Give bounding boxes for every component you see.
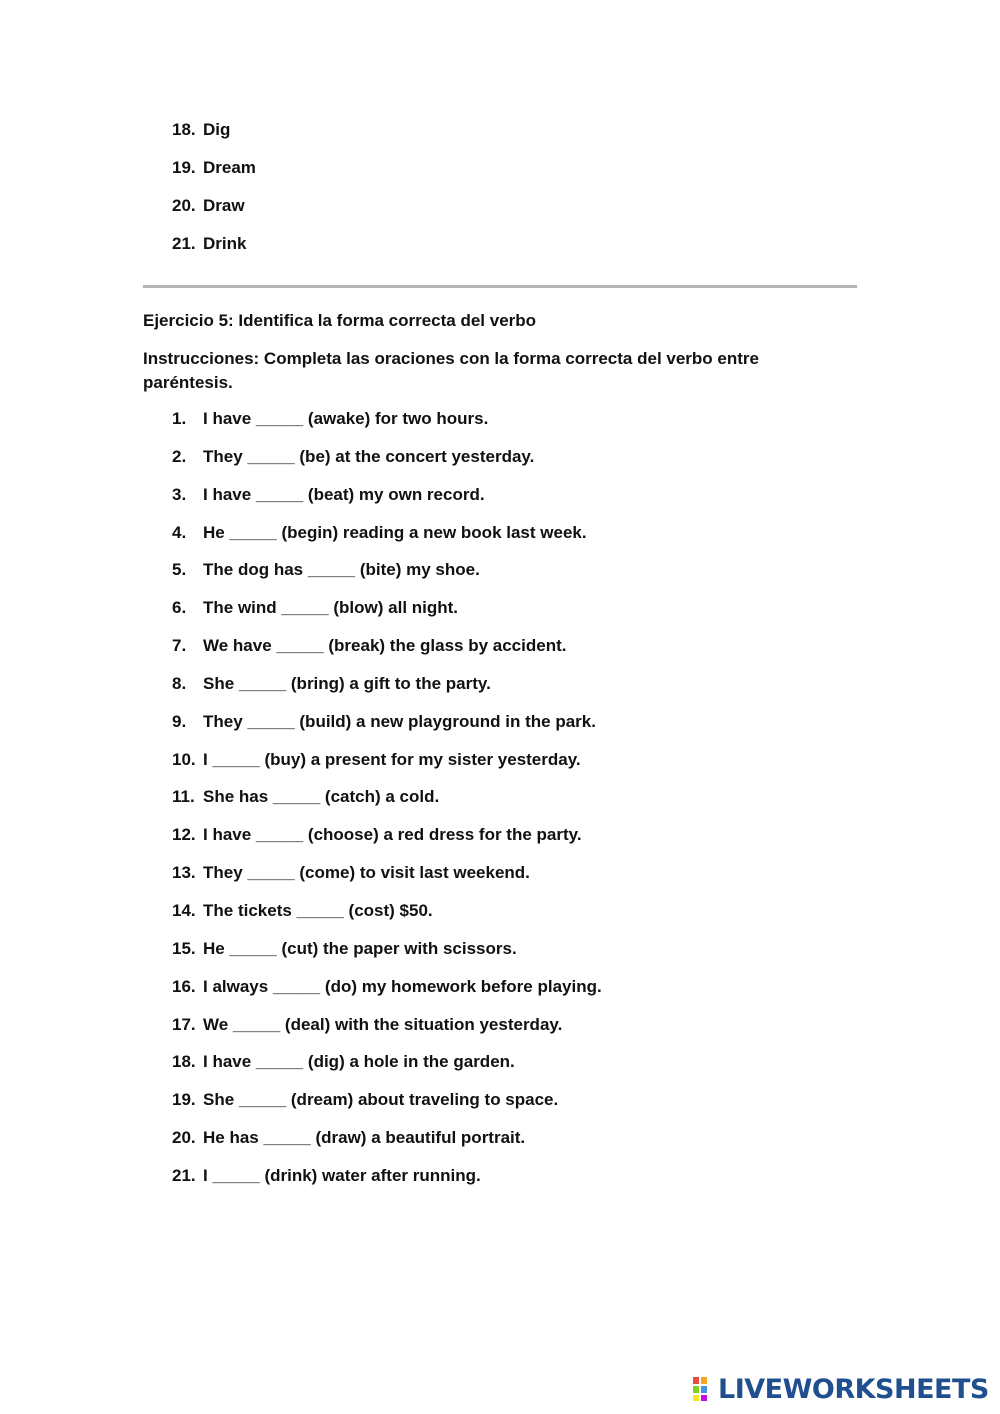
list-item xyxy=(172,636,602,674)
item-number: 9. xyxy=(172,711,187,731)
item-number: 13. xyxy=(172,863,196,883)
item-text: Dig xyxy=(203,120,231,139)
item-text: The dog has _____ (bite) my shoe. xyxy=(203,560,480,580)
list-item xyxy=(172,523,602,561)
item-number: 17. xyxy=(172,1014,196,1034)
item-text: He _____ (cut) the paper with scissors. xyxy=(203,938,517,958)
item-number: 16. xyxy=(172,976,196,996)
item-text: The wind _____ (blow) all night. xyxy=(203,598,459,618)
liveworksheets-logo xyxy=(692,1372,989,1406)
list-item xyxy=(172,750,602,788)
item-number: 19. xyxy=(172,157,196,177)
list-item xyxy=(172,977,602,1015)
list-item xyxy=(172,158,256,196)
exercise-items-list xyxy=(172,409,602,1204)
item-text: He has _____ (draw) a beautiful portrait. xyxy=(203,1128,526,1148)
item-text: Dream xyxy=(203,157,256,177)
list-item xyxy=(172,939,602,977)
list-item xyxy=(172,598,602,636)
list-item xyxy=(172,1015,602,1053)
list-item xyxy=(172,1052,602,1090)
list-item xyxy=(172,560,602,598)
list-item xyxy=(172,1090,602,1128)
item-number: 21. xyxy=(172,233,196,253)
list-item xyxy=(172,447,602,485)
item-text: We _____ (deal) with the situation yesterday. xyxy=(203,1014,563,1034)
list-item xyxy=(172,234,256,272)
item-text: Drink xyxy=(203,233,247,253)
list-item xyxy=(172,712,602,750)
list-item xyxy=(172,409,602,447)
item-number: 12. xyxy=(172,825,196,845)
liveworksheets-logo-icon xyxy=(692,1376,716,1402)
list-item xyxy=(172,825,602,863)
item-text: They _____ (build) a new playground in the park. xyxy=(203,711,596,731)
item-text: She _____ (bring) a gift to the party. xyxy=(203,673,491,693)
exercise-instructions: Instrucciones: Completa las oraciones con la forma correcta del verbo entre paréntesis. xyxy=(143,349,759,392)
section-divider xyxy=(143,285,857,288)
item-text: I always _____ (do) my homework before playing. xyxy=(203,976,602,996)
item-number: 10. xyxy=(172,749,196,769)
item-number: 21. xyxy=(172,1165,196,1185)
list-item xyxy=(172,901,602,939)
list-item xyxy=(172,863,602,901)
item-number: 7. xyxy=(172,636,187,656)
item-text: They _____ (be) at the concert yesterday. xyxy=(203,446,535,466)
item-number: 18. xyxy=(172,1052,196,1072)
item-text: She has _____ (catch) a cold. xyxy=(203,787,440,807)
list-item xyxy=(172,120,256,158)
item-text: We have _____ (break) the glass by accident. xyxy=(203,636,567,656)
item-number: 19. xyxy=(172,1090,196,1110)
list-item xyxy=(172,674,602,712)
item-text: I have _____ (beat) my own record. xyxy=(203,484,485,504)
item-text: The tickets _____ (cost) $50. xyxy=(203,900,433,920)
item-text: I have _____ (dig) a hole in the garden. xyxy=(203,1052,515,1072)
exercise-title: Ejercicio 5: Identifica la forma correcta del verbo xyxy=(143,311,537,330)
item-number: 1. xyxy=(172,409,187,428)
item-number: 11. xyxy=(172,787,195,807)
item-number: 14. xyxy=(172,900,196,920)
item-number: 4. xyxy=(172,522,187,542)
item-text: I _____ (drink) water after running. xyxy=(203,1165,481,1185)
item-text: I have _____ (choose) a red dress for the party. xyxy=(203,825,582,845)
item-number: 18. xyxy=(172,120,196,139)
logo-text: LIVEWORKSHEETS xyxy=(718,1373,989,1405)
list-item xyxy=(172,1166,602,1204)
item-text: They _____ (come) to visit last weekend. xyxy=(203,863,530,883)
item-text: Draw xyxy=(203,195,245,215)
item-text: He _____ (begin) reading a new book last week. xyxy=(203,522,587,542)
item-text: She _____ (dream) about traveling to space. xyxy=(203,1090,559,1110)
list-item xyxy=(172,485,602,523)
item-number: 3. xyxy=(172,484,187,504)
list-item xyxy=(172,196,256,234)
item-number: 20. xyxy=(172,1128,196,1148)
item-number: 20. xyxy=(172,195,196,215)
item-text: I have _____ (awake) for two hours. xyxy=(203,409,489,428)
item-number: 2. xyxy=(172,446,187,466)
item-number: 5. xyxy=(172,560,187,580)
item-text: I _____ (buy) a present for my sister yesterday. xyxy=(203,749,581,769)
item-number: 15. xyxy=(172,938,196,958)
item-number: 8. xyxy=(172,673,187,693)
previous-exercise-list xyxy=(172,120,256,272)
list-item xyxy=(172,1128,602,1166)
item-number: 6. xyxy=(172,598,187,618)
list-item xyxy=(172,787,602,825)
